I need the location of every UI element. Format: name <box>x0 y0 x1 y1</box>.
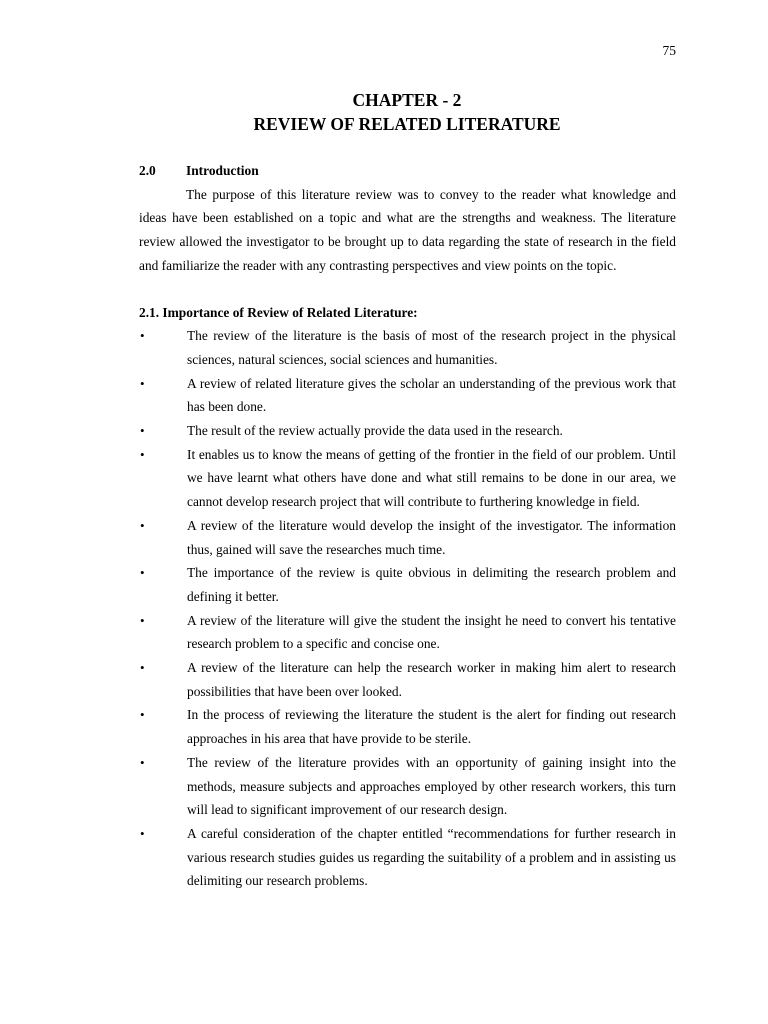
list-item-text: A review of the literature will give the student the insight he need to convert his tentative research problem to a specific and concise one. <box>187 612 676 652</box>
introduction-paragraph: The purpose of this literature review was to convey to the reader what knowledge and ideas have been established on a topic and what are the strengths and weakness. The literature review allowed the investigator to be brought up to data regarding the state of research in the field and familiarize the reader with any contrasting perspectives and view points on the topic. <box>139 186 676 273</box>
bullet-icon: • <box>140 754 145 770</box>
list-item <box>139 822 676 893</box>
list-item <box>139 561 676 608</box>
chapter-label: CHAPTER - 2 <box>352 90 462 110</box>
list-item-text: It enables us to know the means of getting of the frontier in the field of our problem. Until we have learnt what others have done and what still remains to be done in our area, we cannot develop research project that will contribute to furthering knowledge in field. <box>187 446 676 510</box>
list-item <box>139 372 676 419</box>
list-item-text: The importance of the review is quite obvious in delimiting the research problem and defining it better. <box>187 565 676 604</box>
list-item-text: The review of the literature provides with an opportunity of gaining insight into the methods, measure subjects and approaches employed by other research workers, this turn will lead to significant improvement of our research design. <box>187 754 676 818</box>
bullet-icon: • <box>140 565 145 581</box>
bullet-icon: • <box>140 375 145 391</box>
list-item <box>139 656 676 703</box>
bullet-icon: • <box>140 707 145 723</box>
list-item <box>139 751 676 822</box>
list-item-text: A review of related literature gives the scholar an understanding of the previous work that has been done. <box>187 375 676 415</box>
list-item-text: In the process of reviewing the literature the student is the alert for finding out research approaches in his area that have provide to be sterile. <box>187 707 676 747</box>
bullet-icon: • <box>140 517 145 533</box>
bullet-icon: • <box>140 660 145 676</box>
bullet-icon: • <box>140 328 145 344</box>
introduction-heading <box>139 159 676 183</box>
chapter-title: REVIEW OF RELATED LITERATURE <box>253 114 561 134</box>
list-item <box>139 419 676 443</box>
list-item <box>139 443 676 514</box>
list-item-text: The review of the literature is the basis of most of the research project in the physical sciences, natural sciences, social sciences and humanities. <box>187 328 676 367</box>
bullet-icon: • <box>140 446 145 462</box>
section-number: 2.0 <box>139 163 156 178</box>
importance-heading: 2.1. Importance of Review of Related Literature: <box>139 304 418 320</box>
list-item-text: A careful consideration of the chapter entitled “recommendations for further research in various research studies guides us regarding the suitability of a problem and in assisting us delimiting our research problems. <box>187 825 676 889</box>
importance-bullet-list <box>139 324 676 893</box>
bullet-icon: • <box>140 612 145 628</box>
list-item-text: A review of the literature can help the research worker in making him alert to research possibilities that have been over looked. <box>187 660 676 699</box>
bullet-icon: • <box>140 825 145 841</box>
page-content <box>139 159 676 893</box>
bullet-icon: • <box>140 423 145 439</box>
page-number: 75 <box>662 43 676 58</box>
list-item-text: The result of the review actually provide the data used in the research. <box>187 423 563 439</box>
list-item <box>139 609 676 656</box>
list-item-text: A review of the literature would develop the insight of the investigator. The information thus, gained will save the researches much time. <box>187 517 676 557</box>
list-item <box>139 703 676 750</box>
section-title: Introduction <box>186 163 259 178</box>
list-item <box>139 324 676 371</box>
list-item <box>139 514 676 561</box>
chapter-heading <box>0 88 768 136</box>
